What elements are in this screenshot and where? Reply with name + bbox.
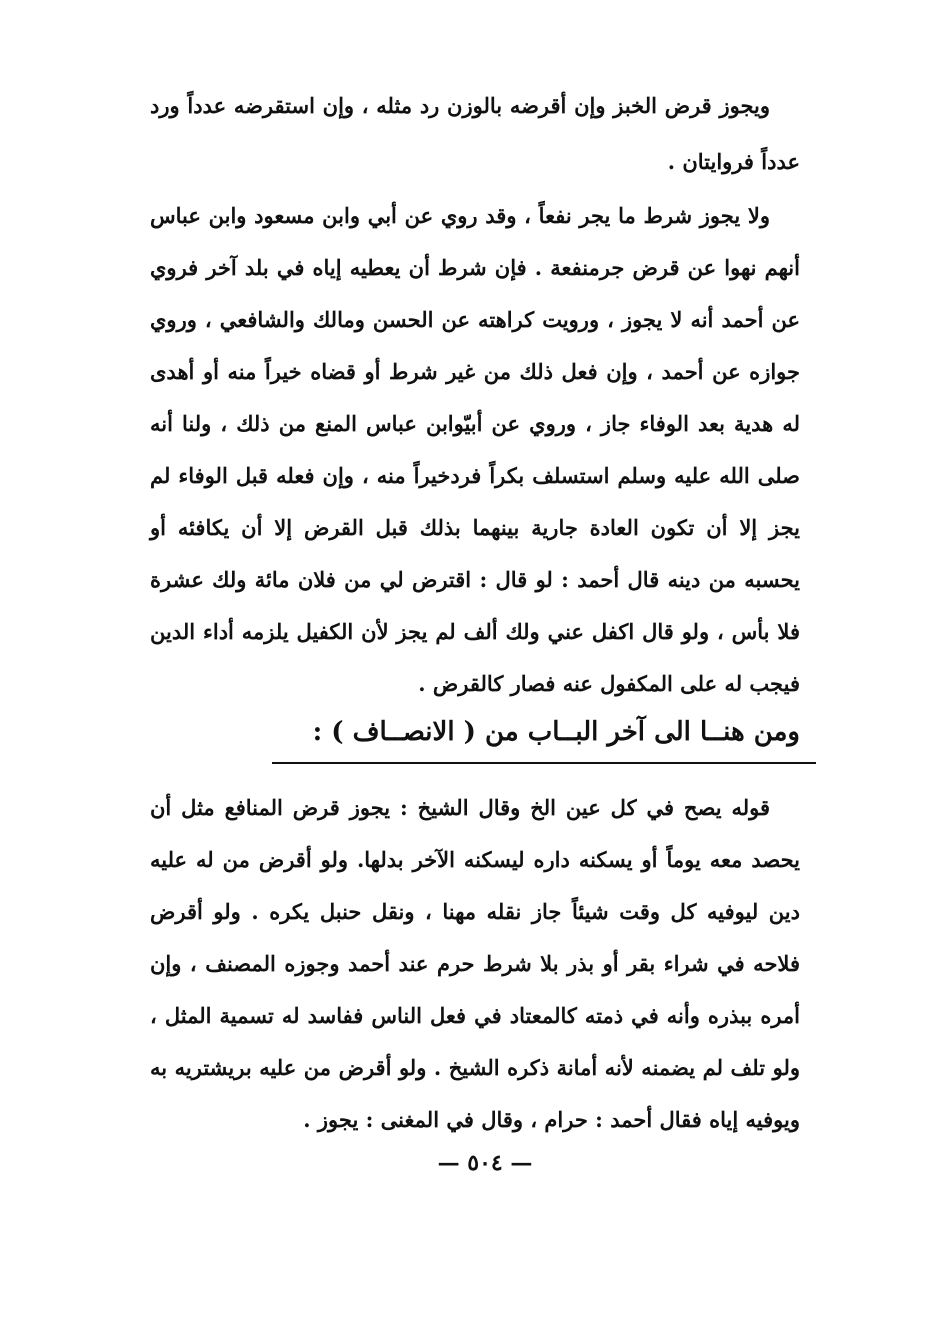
paragraph-loan-of-benefits: قوله يصح في كل عين الخ وقال الشيخ : يجوز قرض المنافع مثل أن يحصد معه يوماً أو يسكنه داره ليسكنه الآخر بدلها. ولو أقرض من له عليه دين ليوفيه كل وقت شيئاً جاز نقله مهنا ، ونقل حنبل يكره . ولو أقرض فلاحه في شراء بقر أو بذر بلا شرط حرم عند أحمد وجوزه المصنف ، وإن أمره ببذره وأنه في ذمته كالمعتاد في فعل الناس ففاسد له تسمية المثل ، ولو تلف لم يضمنه لأنه أمانة ذكره الشيخ . ولو أقرض من عليه بريشتريه به ويوفيه إياه فقال أحمد : حرام ، وقال في المغنى : يجوز . — [150, 795, 800, 1132]
section-heading: ومن هنــا الى آخر البــاب من ( الانصــاف ) : — [312, 717, 800, 747]
heading-underline — [272, 762, 816, 764]
paragraph-loan-conditions: ولا يجوز شرط ما يجر نفعاً ، وقد روي عن أبي وابن مسعود وابن عباس أنهم نهوا عن قرض جرمنفعة . فإن شرط أن يعطيه إياه في بلد آخر فروي عن أحمد أنه لا يجوز ، ورويت كراهته عن الحسن ومالك والشافعي ، وروي جوازه عن أحمد ، وإن فعل ذلك من غير شرط أو قضاه خيراً منه أو أهدى له هدية بعد الوفاء جاز ، وروي عن أبيّوابن عباس المنع من ذلك ، ولنا أنه صلى الله عليه وسلم استسلف بكراً فردخيراً منه ، وإن فعله قبل الوفاء لم يجز إلا أن تكون العادة جارية بينهما بذلك قبل القرض إلا أن يكافئه أو يحسبه من دينه قال أحمد : لو قال : اقترض لي من فلان مائة ولك عشرة فلا بأس ، ولو قال اكفل عني ولك ألف لم يجز لأن الكفيل يلزمه أداء الدين فيجب له على المكفول عنه فصار كالقرض . — [150, 203, 800, 696]
paragraph-bread-loan: ويجوز قرض الخبز وإن أقرضه بالوزن رد مثله ، وإن استقرضه عدداً ورد عدداً فروايتان . — [150, 93, 800, 174]
page-number: — ٥٠٤ — — [437, 1150, 533, 1176]
